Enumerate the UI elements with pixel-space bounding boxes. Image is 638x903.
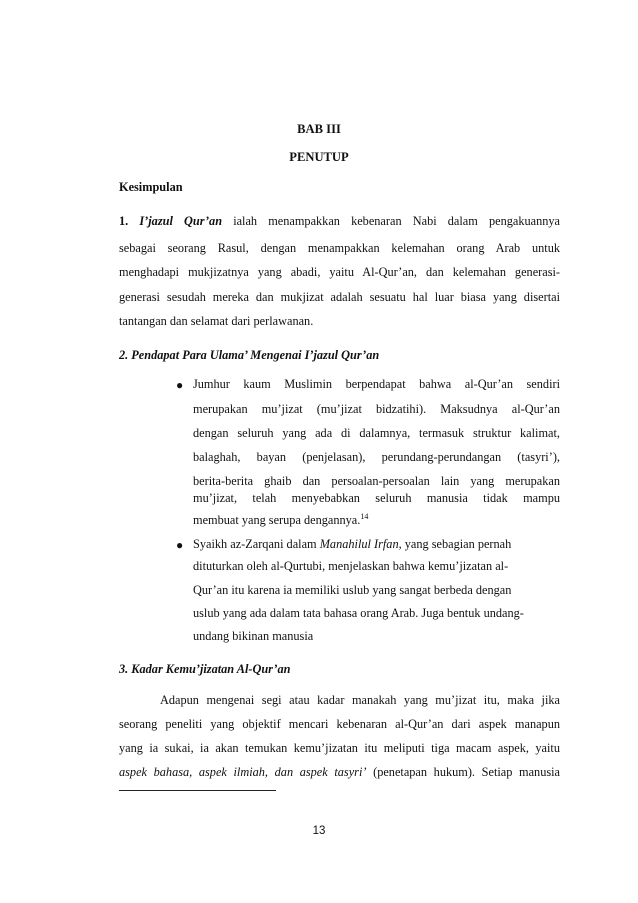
page-number: 13 xyxy=(312,825,326,837)
s3-line-4: aspek bahasa, aspek ilmiah, dan aspek tasyri’ (penetapan hukum). Setiap manusia xyxy=(119,765,560,779)
s2-b1-line-3: dengan seluruh yang ada di dalamnya, termasuk struktur kalimat, xyxy=(193,426,560,440)
s2-b2-line-5: undang bikinan manusia xyxy=(193,629,314,643)
chapter-label: BAB III xyxy=(297,122,341,136)
section-title: Kesimpulan xyxy=(119,180,183,194)
s2-b1-line-2: merupakan mu’jizat (mu’jizat bidzatihi). Maksudnya al-Qur’an xyxy=(193,402,560,416)
footnote-ref: 14 xyxy=(360,511,369,521)
s1-line-2: sebagai seorang Rasul, dengan menampakkan kelemahan orang Arab untuk xyxy=(119,241,560,255)
s1-line-1: 1. I’jazul Qur’an ialah menampakkan kebenaran Nabi dalam pengakuannya xyxy=(119,214,560,228)
s2-b1-line-6: mu’jizat, telah menyebabkan seluruh manusia tidak mampu xyxy=(193,491,560,505)
bullet-icon: ● xyxy=(176,378,184,392)
s2-b2-line-3: Qur’an itu karena ia memiliki uslub yang sangat berbeda dengan xyxy=(193,583,512,597)
s2-b2-line-1: Syaikh az-Zarqani dalam Manahilul Irfan, yang sebagian pernah xyxy=(193,537,512,551)
s3-line-3: yang ia sukai, ia akan temukan kemu’jizatan itu meliputi tiga macam aspek, yaitu xyxy=(119,741,560,755)
footnote-separator xyxy=(119,790,276,791)
s2-b1-line-7: membuat yang serupa dengannya.$^{14}$ xyxy=(193,511,369,527)
book-title: Manahilul Irfan xyxy=(319,537,399,551)
s2-b2-line-4: uslub yang ada dalam tata bahasa orang Arab. Juga bentuk undang- xyxy=(193,606,524,620)
s2-b2-line-2: dituturkan oleh al-Qurtubi, menjelaskan bahwa kemu’jizatan al- xyxy=(193,559,509,573)
s3-line-2: seorang peneliti yang objektif mencari kebenaran al-Qur’an dari aspek manapun xyxy=(119,717,560,731)
bullet-icon: ● xyxy=(176,538,184,552)
chapter-title: PENUTUP xyxy=(289,150,349,164)
s3-heading: 3. Kadar Kemu’jizatan Al-Qur’an xyxy=(119,662,291,676)
s2-b1-line-5: berita-berita ghaib dan persoalan-persoalan lain yang merupakan xyxy=(193,474,560,488)
s2-b1-line-4: balaghah, bayan (penjelasan), perundang-perundangan (tasyri’), xyxy=(193,450,560,464)
aspects-text: aspek bahasa, aspek ilmiah, dan aspek tasyri’ xyxy=(119,765,367,779)
s1-term: I’jazul Qur’an xyxy=(139,214,223,228)
s1-line-4: generasi sesudah mereka dan mukjizat adalah sesuatu hal luar biasa yang disertai xyxy=(119,290,560,304)
s2-b1-line-1: Jumhur kaum Muslimin berpendapat bahwa al-Qur’an sendiri xyxy=(193,377,560,391)
s3-line-1: Adapun mengenai segi atau kadar manakah yang mu’jizat itu, maka jika xyxy=(160,693,560,707)
s1-line-3: menghadapi mukjizatnya yang abadi, yaitu Al-Qur’an, dan kelemahan generasi- xyxy=(119,265,560,279)
s1-line-5: tantangan dan selamat dari perlawanan. xyxy=(119,314,314,328)
s2-heading: 2. Pendapat Para Ulama’ Mengenai I’jazul Qur’an xyxy=(119,348,380,362)
